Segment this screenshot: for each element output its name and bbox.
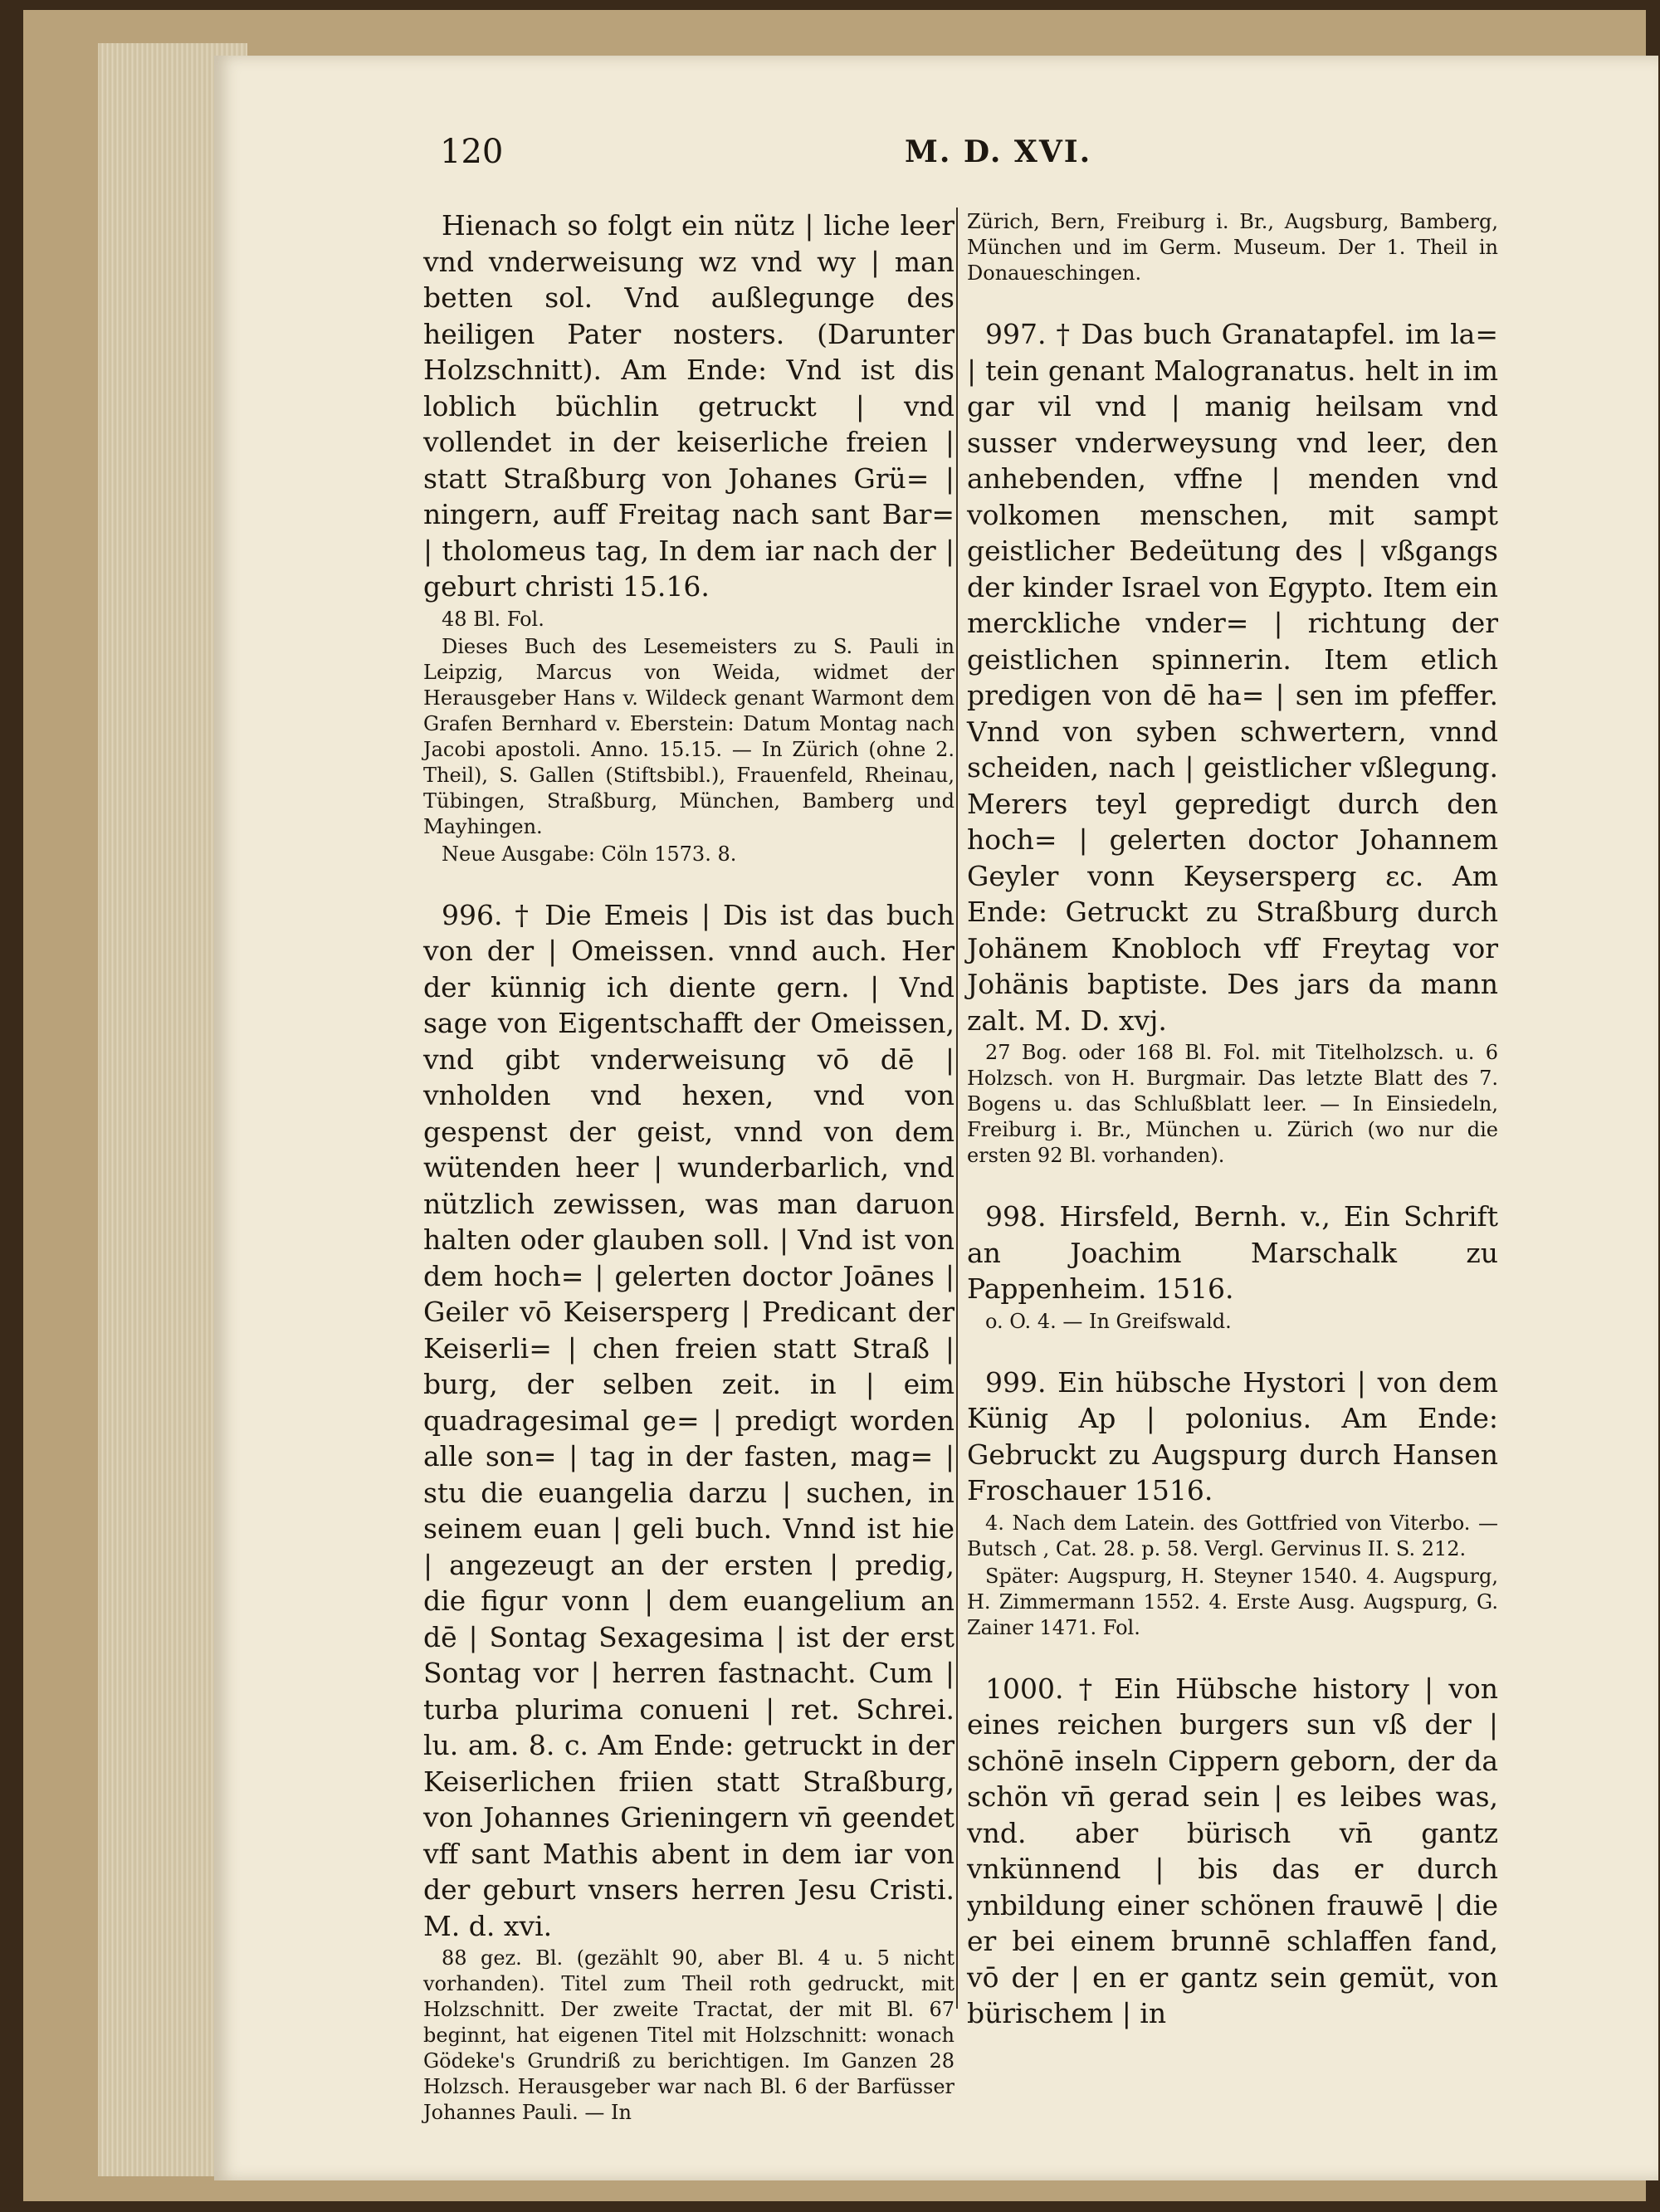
entry-998 [967, 1199, 1498, 1335]
entry-text: 1000. † Ein Hübsche history | von eines reichen burgers sun vß der | schönē inseln Cippern geborn, der da schön vn̄ gerad sein | es leibes was, vnd. aber bürisch vn̄ gantz vnkünnend | bis das er durch ynbildung einer schönen frauwē | die er bei einem brunnē schlaffen fand, vō der | en er gantz sein gemüt, von bürischem | in [967, 1672, 1498, 2029]
entry-note: Später: Augspurg, H. Steyner 1540. 4. Augspurg, H. Zimmermann 1552. 4. Erste Ausg. Augspurg, G. Zainer 1471. Fol. [967, 1564, 1498, 1639]
continued-entry [967, 209, 1498, 286]
page-header [440, 133, 1386, 174]
entry-note: Zürich, Bern, Freiburg i. Br., Augsburg, Bamberg, München und im Germ. Museum. Der 1. Theil in Donaueschingen. [967, 210, 1498, 285]
entry-note: 88 gez. Bl. (gezählt 90, aber Bl. 4 u. 5 nicht vorhanden). Titel zum Theil roth gedruckt, mit Holzschnitt. Der zweite Tractat, der mit Bl. 67 beginnt, hat eigenen Titel mit Holzschnitt: wonach Gödeke's Grundriß zu berichtigen. Im Ganzen 28 Holzsch. Herausgeber war nach Bl. 6 der Barfüsser Johannes Pauli. — In [423, 1946, 954, 2124]
running-head: M. D. XVI. [905, 134, 1092, 169]
entry-note: o. O. 4. — In Greifswald. [985, 1309, 1232, 1333]
left-column [423, 208, 954, 2126]
entry-1000 [967, 1671, 1498, 2032]
page-number: 120 [440, 133, 504, 171]
right-column [967, 208, 1498, 2032]
column-divider [956, 208, 958, 2009]
entry-text: 996. † Die Emeis | Dis ist das buch von der | Omeissen. vnnd auch. Her der künnig ich diente gern. | Vnd sage von Eigentschafft der Omeissen, vnd gibt vnderweisung vō dē | vnholden vnd hexen, vnd von gespenst der geist, vnnd von dem wütenden heer | wunderbarlich, vnd nützlich zewissen, was man daruon halten oder glauben soll. | Vnd ist von dem hoch= | gelerten doctor Joānes | Geiler vō Keisersperg | Predicant der Keiserli= | chen freien statt Straß | burg, der selben zeit. in | eim quadragesimal ge= | predigt worden alle son= | tag in der fasten, mag= | stu die euangelia darzu | suchen, in seinem euan | geli buch. Vnnd ist hie | angezeugt an der ersten | predig, die figur vonn | dem euangelium an dē | Sontag Sexagesima | ist der erst Sontag vor | herren fastnacht. Cum | turba plurima conueni | ret. Schrei. lu. am. 8. c. Am Ende: getruckt in der Keiserlichen friien statt Straßburg, von Johannes Grieningern vn̄ geendet vff sant Mathis abent in dem iar von der geburt vnsers herren Jesu Cristi. M. d. xvi. [423, 898, 954, 1942]
entry-note: 48 Bl. Fol. [442, 607, 544, 631]
entry-note: Neue Ausgabe: Cöln 1573. 8. [442, 842, 737, 866]
entry-text: Hienach so folgt ein nütz | liche leer vnd vnderweisung wz vnd wy | man betten sol. Vnd außlegunge des heiligen Pater nosters. (Darunter Holzschnitt). Am Ende: Vnd ist dis loblich büchlin getruckt | vnd vollendet in der keiserliche freien | statt Straßburg von Johanes Grü= | ningern, auff Freitag nach sant Bar= | tholomeus tag, In dem iar nach der | geburt christi 15.16. [423, 209, 954, 603]
entry-text: 998. Hirsfeld, Bernh. v., Ein Schrift an Joachim Marschalk zu Pappenheim. 1516. [967, 1200, 1498, 1305]
entry-note: 4. Nach dem Latein. des Gottfried von Viterbo. — Butsch , Cat. 28. p. 58. Vergl. Gervinus II. S. 212. [967, 1511, 1498, 1560]
entry-text: 999. Ein hübsche Hystori | von dem Künig Ap | polonius. Am Ende: Gebruckt zu Augspurg durch Hansen Froschauer 1516. [967, 1365, 1498, 1506]
entry-999 [967, 1365, 1498, 1641]
entry-997 [967, 316, 1498, 1169]
entry-996 [423, 897, 954, 2127]
continued-entry [423, 208, 954, 867]
entry-text: 997. † Das buch Granatapfel. im la= | tein genant Malogranatus. helt in im gar vil vnd | manig heilsam vnd susser vnderweysung vnd leer, den anhebenden, vffne | menden vnd volkomen menschen, mit sampt geistlicher Bedeütung des | vßgangs der kinder Israel von Egypto. Item ein merckliche vnder= | richtung der geistlichen spinnerin. Item etlich predigen von dē ha= | sen im pfeffer. Vnnd von syben schwertern, vnnd scheiden, nach | geistlicher vßlegung. Merers teyl gepredigt durch den hoch= | gelerten doctor Johannem Geyler vonn Keysersperg ɛc. Am Ende: Getruckt zu Straßburg durch Johänem Knobloch vff Freytag vor Johänis baptiste. Des jars da mann zalt. M. D. xvj. [967, 318, 1498, 1037]
entry-note: Dieses Buch des Lesemeisters zu S. Pauli in Leipzig, Marcus von Weida, widmet der Herausgeber Hans v. Wildeck genant Warmont dem Grafen Bernhard v. Eberstein: Datum Montag nach Jacobi apostoli. Anno. 15.15. — In Zürich (ohne 2. Theil), S. Gallen (Stiftsbibl.), Frauenfeld, Rheinau, Tübingen, Straßburg, München, Bamberg und Mayhingen. [423, 634, 954, 838]
entry-note: 27 Bog. oder 168 Bl. Fol. mit Titelholzsch. u. 6 Holzsch. von H. Burgmair. Das letzte Blatt des 7. Bogens u. das Schlußblatt leer. — In Einsiedeln, Freiburg i. Br., München u. Zürich (wo nur die ersten 92 Bl. vorhanden). [967, 1041, 1498, 1167]
